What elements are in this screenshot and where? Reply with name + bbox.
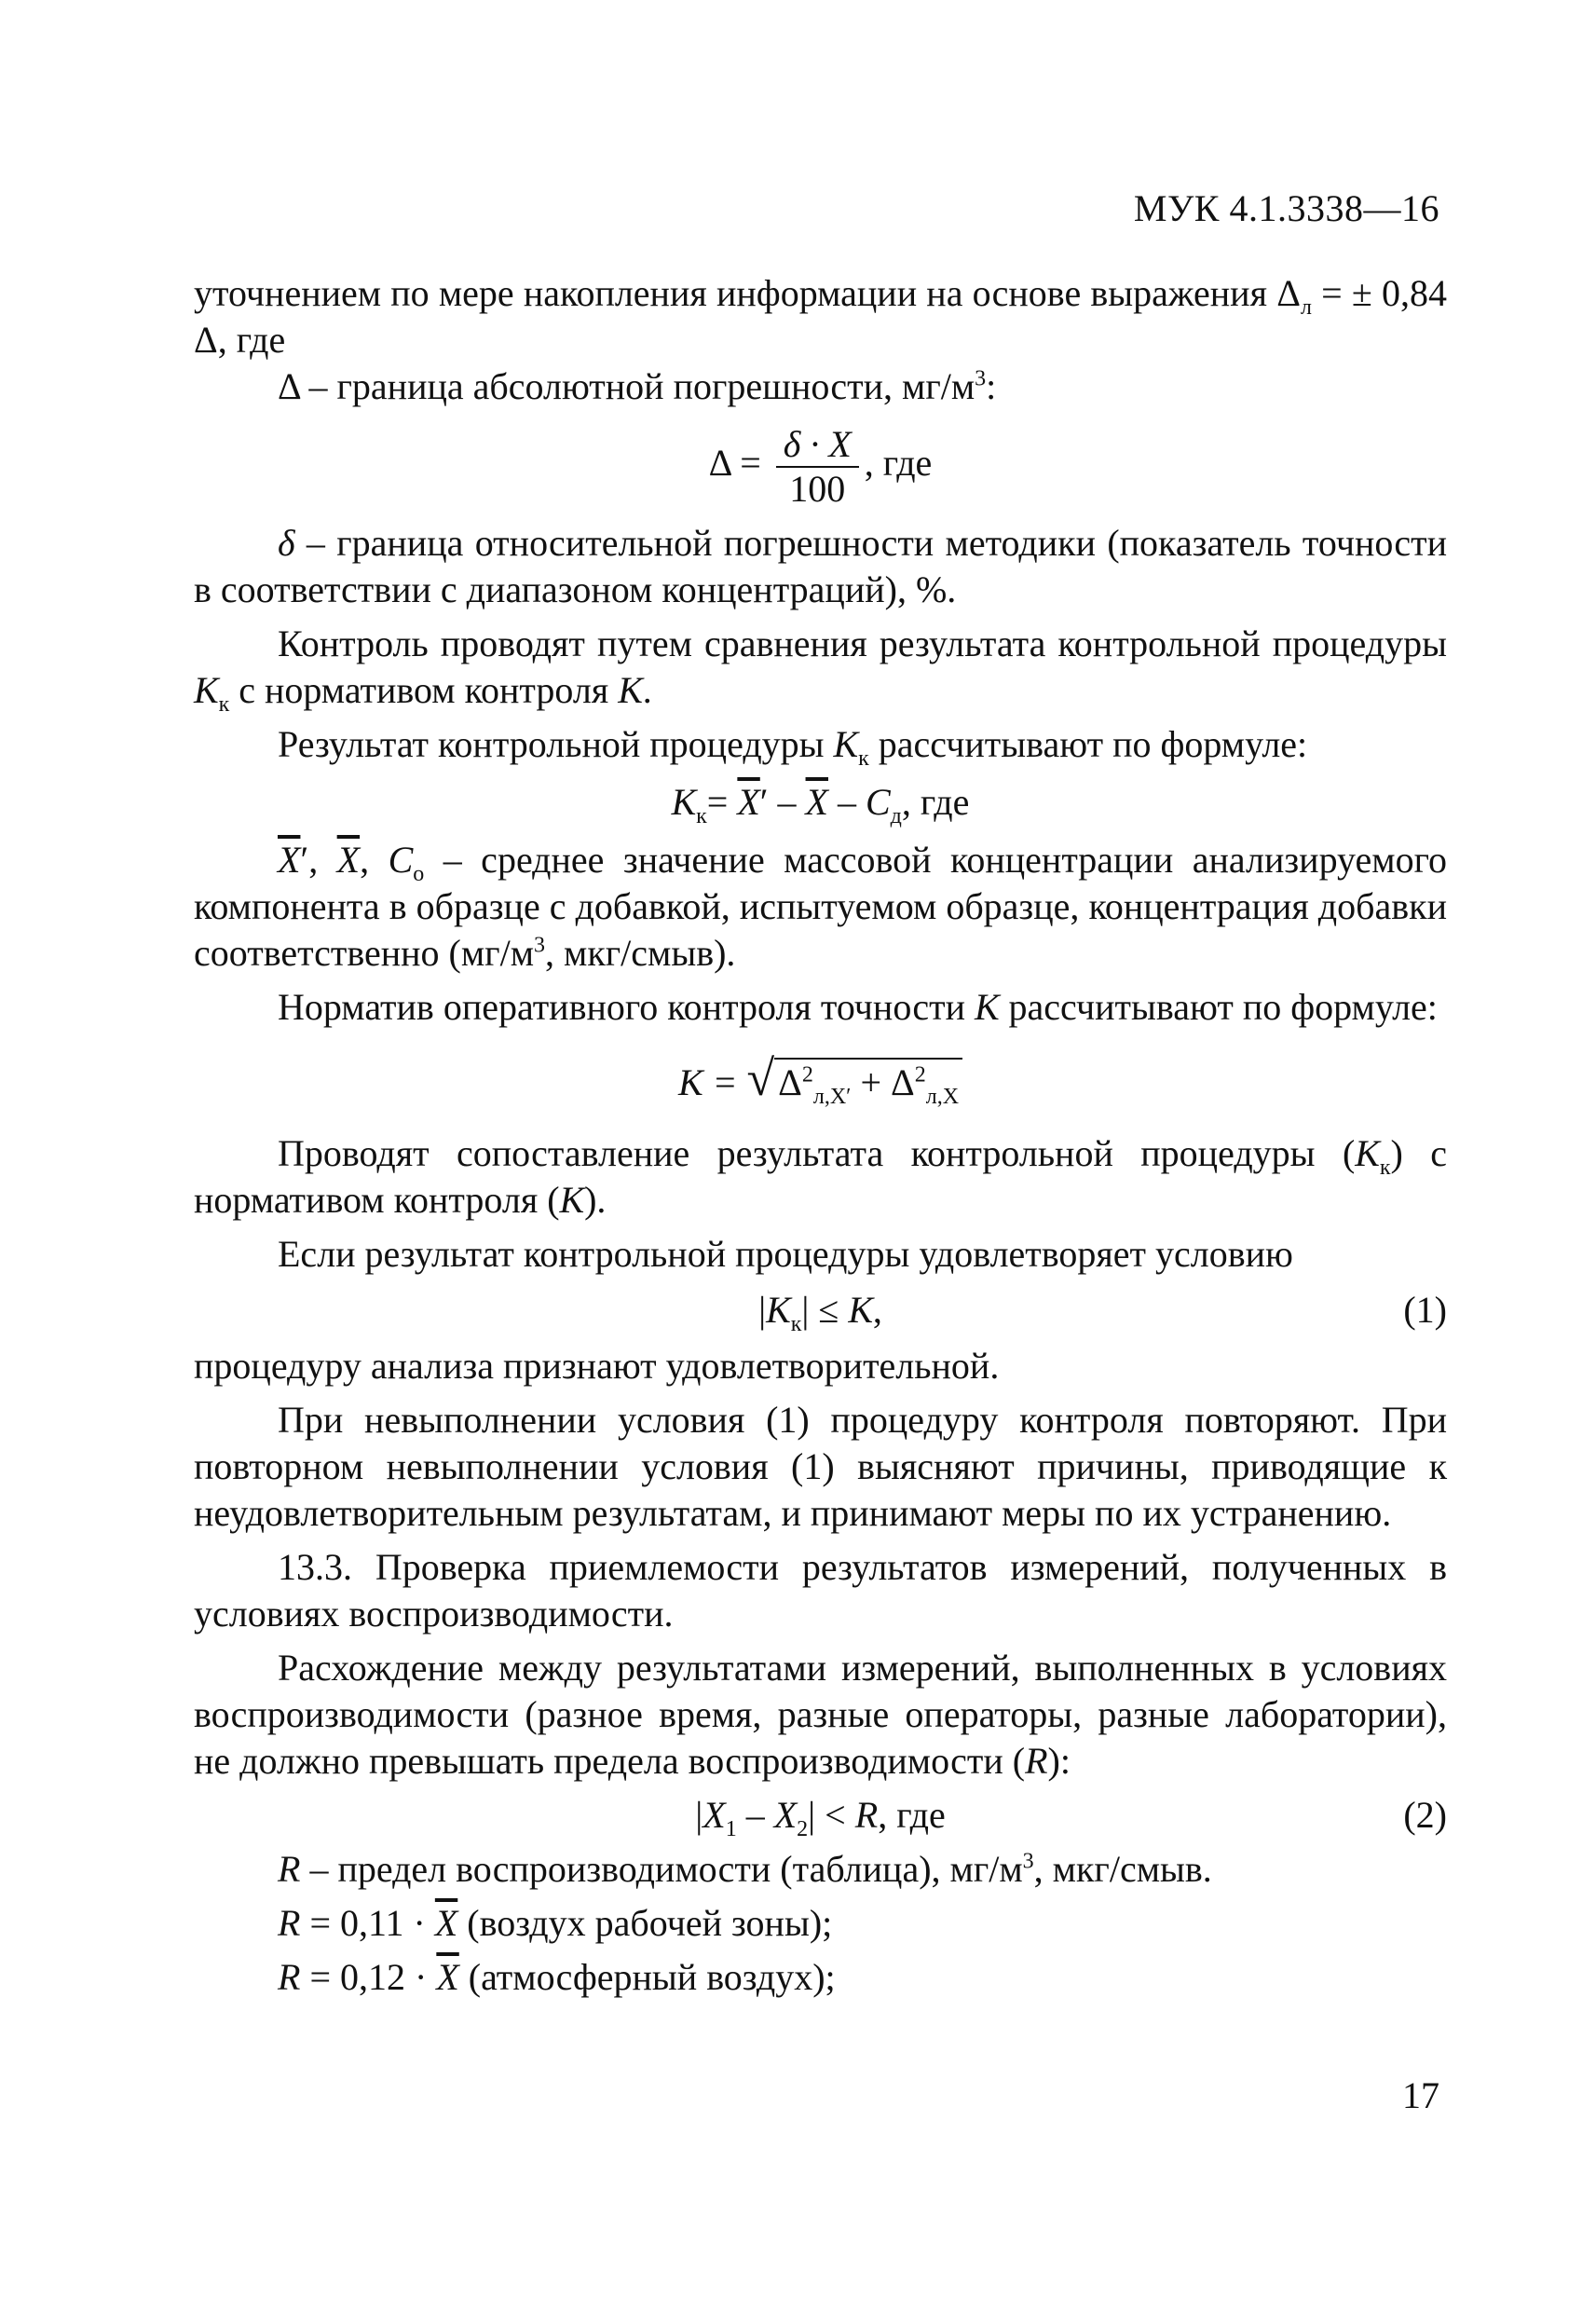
paragraph-absolute-error — [194, 363, 1447, 410]
document-body — [194, 270, 1447, 2001]
prime: ′ — [759, 781, 769, 823]
paragraph-text: рассчитывают по формуле: — [999, 986, 1438, 1028]
subscript: к — [858, 746, 869, 771]
paragraph-text: ): — [1047, 1740, 1071, 1782]
superscript: 2 — [914, 1062, 926, 1088]
symbol-delta: Δ — [778, 1061, 802, 1103]
prime: ′ — [300, 839, 309, 881]
superscript: 2 — [801, 1062, 813, 1088]
paragraph-clarification — [194, 270, 1447, 363]
symbol-k: К — [559, 1179, 585, 1221]
formula-condition-1 — [194, 1287, 1447, 1334]
formula-text: – — [736, 1794, 774, 1836]
document-code-header: МУК 4.1.3338—16 — [1133, 187, 1439, 229]
paragraph-text: = ± 0,84 Δ, где — [194, 272, 1448, 361]
formula-lhs: К = — [677, 1061, 747, 1103]
paragraph-text: с нормативом контроля — [229, 669, 619, 711]
symbol-r: R — [278, 1956, 301, 1998]
fraction-denominator: 100 — [789, 468, 846, 510]
sqrt-radicand — [774, 1058, 962, 1109]
formula-text: + — [851, 1061, 891, 1103]
formula-text: – — [768, 781, 806, 823]
sqrt-icon: √ — [746, 1050, 775, 1106]
paragraph-satisfactory: процедуру анализа признают удовлетворительной. — [194, 1345, 1000, 1387]
paragraph-text: Норматив оперативного контроля точности — [278, 986, 975, 1028]
paragraph-text: Δ – граница абсолютной погрешности, мг/м — [278, 365, 975, 407]
formula-norm — [194, 1050, 1447, 1109]
paragraph-text: ) с нормативом контроля ( — [194, 1132, 1447, 1221]
paragraph-repeat-control: При невыполнении условия (1) процедуру контроля повторяют. При повторном невыполнении условия (1) выясняют причины, приводящие к неудовлетворительным результатам, и принимают меры по их устранению. — [194, 1399, 1447, 1534]
subscript: 2 — [797, 1817, 809, 1841]
paragraph-text: Проводят сопоставление результата контрольной процедуры ( — [278, 1132, 1356, 1174]
symbol-c: С — [865, 781, 891, 823]
paragraph-text: – предел воспроизводимости (таблица), мг/м — [300, 1848, 1023, 1890]
symbol-k: К — [618, 669, 643, 711]
formula-condition-2 — [194, 1792, 1447, 1839]
formula-text: | — [758, 1289, 767, 1331]
paragraph-text: , — [308, 839, 337, 881]
formula-suffix: , где — [878, 1794, 946, 1836]
subscript: к — [790, 1312, 802, 1336]
formula-text: | — [695, 1794, 703, 1836]
paragraph-r-atmosphere — [194, 1954, 1447, 2001]
formula-suffix: , где — [864, 442, 933, 485]
symbol-x: X — [773, 1794, 798, 1836]
superscript: 3 — [975, 366, 987, 391]
formula-text: | < — [808, 1794, 855, 1836]
symbol-x-mean: $\overline{X}$ — [436, 1956, 459, 1998]
subscript: л — [1300, 295, 1312, 320]
symbol-delta: Δ — [1276, 272, 1301, 314]
symbol-delta: Δ — [891, 1061, 915, 1103]
subscript: о — [413, 862, 425, 886]
paragraph-control-comparison — [194, 621, 1447, 717]
equation-number: (1) — [1403, 1289, 1447, 1331]
subscript: к — [218, 692, 230, 717]
paragraph-text: рассчитывают по формуле: — [868, 723, 1308, 765]
paragraph-text: – среднее значение массовой концентрации анализируемого компонента в образце с добавкой, испытуемом образце, концентрация добавки соответственно (мг/м — [194, 839, 1447, 974]
paragraph-r-workzone — [194, 1900, 1447, 1947]
paragraph-text: Расхождение между результатами измерений, выполненных в условиях воспроизводимости (разное время, разные операторы, разные лаборатории), не должно превышать предела воспроизводимости ( — [194, 1647, 1447, 1782]
superscript: 3 — [534, 933, 545, 958]
paragraph-text: : — [986, 365, 997, 407]
symbol-x-mean: $\overline{X}$ — [278, 839, 301, 881]
paragraph-text: = 0,12 · — [300, 1956, 437, 1998]
paragraph-text: , — [360, 839, 389, 881]
symbol-x-mean: $\overline{X}$ — [336, 839, 361, 881]
paragraph-text: , мкг/смыв). — [545, 932, 736, 974]
symbol-k: К — [833, 723, 859, 765]
symbol-r: R — [278, 1848, 301, 1890]
paragraph-text: . — [642, 669, 652, 711]
symbol-r: R — [854, 1794, 879, 1836]
paragraph-text: Контроль проводят путем сравнения результата контрольной процедуры — [278, 622, 1447, 664]
symbol-k: К — [671, 781, 697, 823]
symbol-c: С — [388, 839, 414, 881]
symbol-x-mean: $\overline{X}$ — [737, 781, 760, 823]
paragraph-text: – граница относительной погрешности методики (показатель точности в соответствии с диапазоном концентраций), %. — [194, 522, 1447, 610]
symbol-k: К — [766, 1289, 791, 1331]
fraction — [776, 423, 859, 511]
paragraph-reproducibility — [194, 1645, 1447, 1785]
paragraph-text: (атмосферный воздух); — [458, 1956, 836, 1998]
paragraph-norm-formula — [194, 984, 1447, 1031]
formula-suffix: , — [872, 1289, 882, 1331]
paragraph-text: = 0,11 · — [300, 1902, 435, 1944]
superscript: 3 — [1022, 1849, 1034, 1874]
symbol-k: К — [848, 1289, 873, 1331]
symbol-delta-small: δ — [278, 522, 295, 564]
subscript: к — [1379, 1156, 1391, 1180]
paragraph-text: ). — [584, 1179, 607, 1221]
symbol-x-mean: $\overline{X}$ — [805, 781, 828, 823]
symbol-x: X — [703, 1794, 726, 1836]
formula-text: | ≤ — [801, 1289, 849, 1331]
page-number: 17 — [1402, 2074, 1439, 2116]
equation-number: (2) — [1403, 1794, 1447, 1836]
section-heading-13-3: 13.3. Проверка приемлемости результатов измерений, полученных в условиях воспроизводимости. — [194, 1546, 1447, 1635]
formula-absolute-error — [194, 423, 1447, 511]
formula-suffix: , где — [901, 781, 970, 823]
paragraph-text: , мкг/смыв. — [1033, 1848, 1212, 1890]
paragraph-condition: Если результат контрольной процедуры удовлетворяет условию — [278, 1233, 1293, 1275]
paragraph-text: Результат контрольной процедуры — [278, 723, 834, 765]
symbol-k: К — [1355, 1132, 1380, 1174]
paragraph-control-result — [194, 721, 1447, 771]
symbol-r: R — [1025, 1740, 1048, 1782]
fraction-numerator: δ · X — [776, 423, 859, 468]
subscript: д — [890, 804, 902, 828]
symbol-k: К — [194, 669, 219, 711]
subscript: л,X′ — [812, 1085, 852, 1109]
symbol-k: К — [974, 986, 1000, 1028]
paragraph-relative-error — [194, 520, 1447, 613]
subscript: 1 — [725, 1817, 737, 1841]
paragraph-r-definition — [194, 1846, 1447, 1893]
paragraph-text: уточнением по мере накопления информации на основе выражения — [194, 272, 1267, 314]
formula-control-result — [194, 779, 1447, 826]
paragraph-comparison — [194, 1130, 1447, 1224]
paragraph-mean-values — [194, 837, 1447, 977]
symbol-r: R — [278, 1902, 301, 1944]
paragraph-text: (воздух рабочей зоны); — [457, 1902, 833, 1944]
formula-text: = — [706, 781, 738, 823]
subscript: к — [696, 804, 707, 828]
subscript: л,X — [925, 1085, 960, 1109]
formula-lhs: Δ = — [708, 442, 761, 485]
formula-text: – — [827, 781, 866, 823]
symbol-x-mean: $\overline{X}$ — [434, 1902, 458, 1944]
